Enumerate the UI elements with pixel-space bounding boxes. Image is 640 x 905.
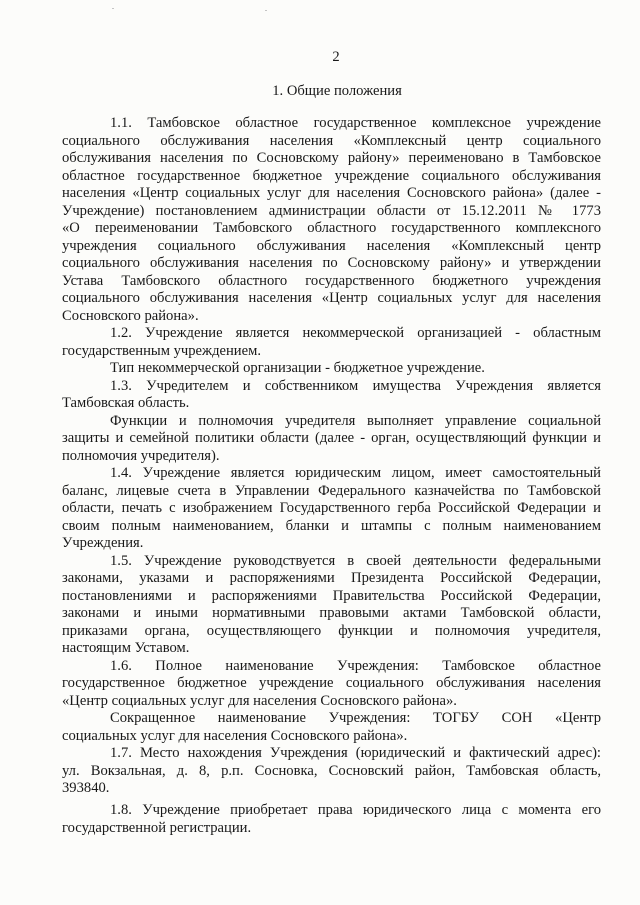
- text-line: 1.5. Учреждение руководствуется в своей деятельности федеральными: [110, 552, 601, 569]
- text-line: Сокращенное наименование Учреждения: ТОГБУ СОН «Центр: [110, 710, 601, 726]
- text-line: законами и иными нормативными правовыми актами Тамбовской области,: [62, 605, 601, 621]
- text-line: социального обслуживания населения «Центр социальных услуг для населения: [62, 290, 601, 306]
- text-line: «Центр социальных услуг для населения Сосновского района».: [62, 692, 457, 709]
- paragraph-founder-functions: [62, 413, 601, 466]
- section-heading: 1. Общие положения: [272, 83, 402, 99]
- text-line: 1.8. Учреждение приобретает права юридического лица с момента его: [110, 802, 601, 818]
- text-line: приказами органа, осуществляющего функции и полномочия учредителя,: [62, 622, 601, 639]
- text-line: настоящим Уставом.: [62, 640, 190, 656]
- text-line: Тамбовская область.: [62, 395, 190, 411]
- text-line: 1.3. Учредителем и собственником имущества Учреждения является: [110, 377, 601, 394]
- text-line: Сосновского района».: [62, 307, 199, 324]
- text-line: 393840.: [62, 780, 110, 796]
- text-line: Функции и полномочия учредителя выполняет управление социальной: [110, 412, 601, 429]
- paragraph-organization-type: [62, 360, 601, 378]
- text-line: баланс, лицевые счета в Управлении Федерального казначейства по Тамбовской: [62, 482, 601, 499]
- text-line: Тип некоммерческой организации - бюджетное учреждение.: [110, 360, 485, 376]
- text-line: Учреждения.: [62, 535, 144, 551]
- text-line: социального обслуживания населения «Комплексный центр социального: [62, 132, 601, 149]
- paragraph-1-3: [62, 378, 601, 413]
- text-line: государственное бюджетное учреждение социального обслуживания населения: [62, 675, 601, 691]
- paragraph-1-2: [62, 325, 601, 360]
- text-line: учреждения социального обслуживания населения «Комплексный центр: [62, 237, 601, 254]
- text-line: области, печать с изображением Государственного герба Российской Федерации и: [62, 500, 601, 516]
- text-line: обслуживания населения по Сосновскому району» переименовано в Тамбовское: [62, 150, 601, 166]
- paragraph-1-4: [62, 465, 601, 553]
- text-line: социального обслуживания населения по Сосновскому району» и утверждении: [62, 255, 601, 271]
- text-line: ул. Вокзальная, д. 8, р.п. Сосновка, Сосновский район, Тамбовская область,: [62, 762, 601, 779]
- paragraph-1-6: [62, 658, 601, 711]
- text-line: государственной регистрации.: [62, 819, 252, 836]
- text-line: полномочия учредителя).: [62, 447, 220, 464]
- text-line: Учреждение) постановлением администрации области от 15.12.2011 № 1773: [62, 202, 601, 219]
- section-body: [62, 115, 601, 837]
- paragraph-short-name: [62, 710, 601, 745]
- text-line: областное государственное бюджетное учреждение социального обслуживания: [62, 167, 601, 184]
- paragraph-1-5: [62, 553, 601, 658]
- text-line: законами, указами и распоряжениями Президента Российской Федерации,: [62, 570, 601, 586]
- text-line: социальных услуг для населения Сосновского района».: [62, 727, 408, 744]
- text-line: 1.6. Полное наименование Учреждения: Тамбовское областное: [110, 657, 601, 674]
- text-line: 1.1. Тамбовское областное государственное комплексное учреждение: [110, 115, 601, 131]
- paragraph-1-1: [62, 115, 601, 325]
- text-line: Устава Тамбовского областного государственного бюджетного учреждения: [62, 272, 601, 289]
- page-number: 2: [332, 49, 340, 65]
- text-line: своим полным наименованием, бланки и штампы с полным наименованием: [62, 517, 601, 534]
- paragraph-1-8: [62, 802, 601, 837]
- scan-speck: [265, 10, 267, 11]
- scan-speck: [112, 8, 114, 9]
- text-line: 1.7. Место нахождения Учреждения (юридический и фактический адрес):: [110, 745, 601, 761]
- text-line: 1.2. Учреждение является некоммерческой организацией - областным: [110, 325, 601, 341]
- text-line: 1.4. Учреждение является юридическим лицом, имеет самостоятельный: [110, 465, 601, 481]
- text-line: «О переименовании Тамбовского областного государственного комплексного: [62, 220, 601, 236]
- text-line: защиты и семейной политики области (далее - орган, осуществляющий функции и: [62, 430, 601, 446]
- paragraph-1-7: [62, 745, 601, 798]
- text-line: постановлениями и распоряжениями Правительства Российской Федерации,: [62, 587, 601, 604]
- text-line: населения «Центр социальных услуг для населения Сосновского района» (далее -: [62, 185, 601, 201]
- text-line: государственным учреждением.: [62, 342, 261, 359]
